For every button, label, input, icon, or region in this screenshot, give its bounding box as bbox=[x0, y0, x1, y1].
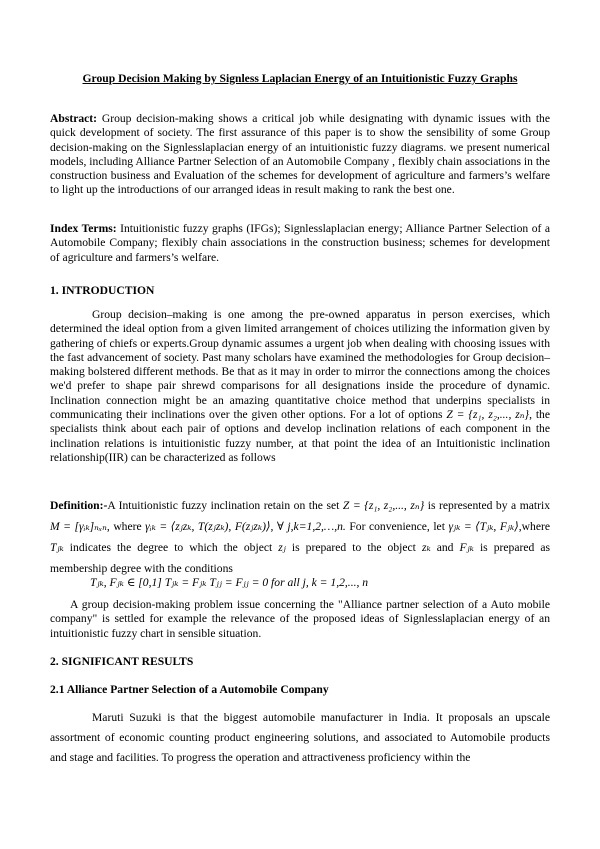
definition-paragraph bbox=[50, 495, 550, 579]
intro-text-b: , the specialists think about each pair of options and develop inclination relations of each component in the inclination relations is intuitionistic fuzzy number, at that point the idea of an Intuitionistic inclination relationship(IIR) can be characterized as follows bbox=[50, 408, 550, 464]
index-terms bbox=[50, 222, 550, 265]
definition-text-e: ,where bbox=[518, 520, 550, 533]
abstract-label: Abstract: bbox=[50, 112, 98, 125]
conditions-formula: Tⱼₖ, Fⱼₖ ∈ [0,1] Tⱼₖ = Fⱼₖ Tⱼⱼ = Fⱼⱼ = 0 for all j, k = 1,2,..., n bbox=[90, 576, 369, 589]
section-2-1-heading: 2.1 Alliance Partner Selection of a Automobile Company bbox=[50, 683, 329, 696]
definition-text-i: is prepared as membership degree with the conditions bbox=[50, 541, 550, 575]
abstract bbox=[50, 112, 550, 198]
section-1-heading: 1. INTRODUCTION bbox=[50, 284, 155, 297]
tjk-symbol: Tⱼₖ bbox=[50, 541, 64, 554]
zk-symbol: zₖ bbox=[421, 541, 431, 554]
definition-text-a: A Intuitionistic fuzzy inclination retain on the set bbox=[107, 499, 343, 512]
abstract-text: Group decision-making shows a critical job while designating with dynamic issues with the quick development of society. The first assurance of this paper is to show the sensibility of some Group decision-making on the Signlesslaplacian energy of an intuitionistic fuzzy diagrams. we present numerical models, including Alliance Partner Selection of an Automobile Company , flexibly chain associations in the construction business and Evaluation of the schemes for development of agriculture and farmers’s welfare to light up the introductions of our arranged ideas in result making to rank the best one. bbox=[50, 112, 550, 197]
fjk-symbol: Fⱼₖ bbox=[459, 541, 474, 554]
section-2-heading: 2. SIGNIFICANT RESULTS bbox=[50, 655, 194, 668]
definition-text-f: indicates the degree to which the object bbox=[63, 541, 279, 554]
definition-text-d: For convenience, let bbox=[345, 520, 449, 533]
index-terms-text: Intuitionistic fuzzy graphs (IFGs); Signlesslaplacian energy; Alliance Partner Selection of a Automobile Company; flexibly chain associations in the construction business; schemes for development of agriculture and farmers’s welfare. bbox=[50, 222, 550, 264]
definition-label: Definition:- bbox=[50, 499, 108, 512]
application-paragraph: A group decision-making problem issue concerning the "Alliance partner selection of a Auto mobile company" is settled for example the relevance of the proposed ideas of Signlesslaplacian energy of an intuitionistic fuzzy chart in sensible situation. bbox=[50, 598, 550, 640]
paper-title: Group Decision Making by Signless Laplacian Energy of an Intuitionistic Fuzzy Graphs bbox=[82, 72, 518, 85]
definition-text-b: is represented by a matrix bbox=[424, 499, 550, 512]
intro-paragraph bbox=[50, 308, 550, 465]
options-set-formula: Z = {z₁, z₂,..., zₙ} bbox=[446, 408, 530, 422]
definition-text-g: is prepared to the object bbox=[285, 541, 422, 554]
zj-symbol: zⱼ bbox=[278, 541, 286, 554]
definition-text-h: and bbox=[430, 541, 460, 554]
gamma-jk-formula: γⱼₖ = ⟨Tⱼₖ, Fⱼₖ⟩ bbox=[448, 520, 519, 533]
section-2-1-paragraph: Maruti Suzuki is that the biggest automobile manufacturer in India. It proposals an upscale assortment of economic counting product engineering solutions, and associated to Automobile products and stage and facilities. To progress the operation and attractiveness proficiency within the bbox=[50, 711, 550, 764]
gamma-formula: γᵢₖ = ⟨zⱼzₖ, T(zⱼzₖ), F(zⱼzₖ)⟩, ∀ j,k=1,2,…,n. bbox=[145, 520, 346, 533]
matrix-formula: M = [γᵢₖ]ₙₓₙ bbox=[50, 520, 107, 533]
definition-text-c: , where bbox=[106, 520, 146, 533]
index-terms-label: Index Terms: bbox=[50, 222, 117, 235]
set-formula: Z = {z₁, z₂,..., zₙ} bbox=[342, 499, 425, 512]
intro-text-a: Group decision–making is one among the pre-owned apparatus in person exercises, which determined the ideal option from a given limited arrangement of choices utilizing the information given by gathering of chiefs or experts.Group dynamic assumes a urgent job when dealing with choosing issues with the fast advancement of society. Past many scholars have examined the methodologies for Group decision–making bolstered different methods. Be that as it may in order to mirror the connections among the choices we'd prefer to shape pair shrewd comparisons for all designations inside the procedure of dynamic. Inclination connection might be an amazing quantitative choice method that underpins specialists in communicating their inclinations over the given other options. For a lot of options bbox=[50, 308, 550, 422]
